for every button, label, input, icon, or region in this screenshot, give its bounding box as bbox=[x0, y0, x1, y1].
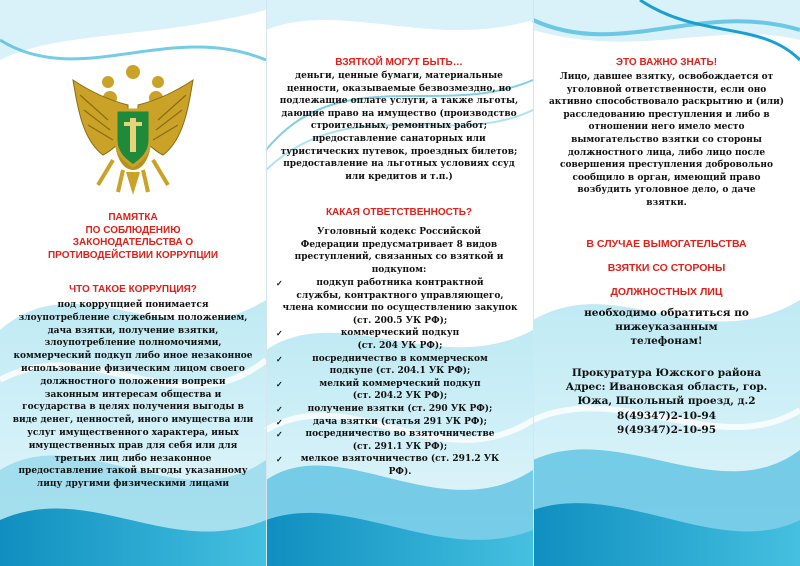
definition-line: должностного положения вопреки bbox=[40, 376, 226, 387]
bribe-line: подлежащие оплате услуги, а также льготы, bbox=[279, 96, 519, 107]
extortion-line: В СЛУЧАЕ ВЫМОГАТЕЛЬСТВА bbox=[586, 238, 747, 250]
phone-number: 9(49347)2-10-95 bbox=[616, 423, 717, 436]
definition-line: виде денег, ценностей, иного имущества или bbox=[12, 415, 254, 426]
bribe-line: или кредитов и т.п.) bbox=[345, 171, 453, 182]
crime-line: службы, контрактного управляющего, bbox=[296, 290, 504, 301]
important-line: отношении него имело место bbox=[588, 122, 745, 133]
definition-line: использование физическим лицом своего bbox=[21, 363, 245, 374]
bribe-line: строительных, ремонтных работ; bbox=[310, 121, 488, 132]
bribe-line: деньги, ценные бумаги, материальные bbox=[295, 71, 503, 81]
definition-line: лицу другими физическими лицами bbox=[36, 479, 230, 490]
check-icon: ✓ bbox=[276, 416, 283, 427]
responsibility-heading: КАКАЯ ОТВЕТСТВЕННОСТЬ? bbox=[325, 207, 473, 218]
bribe-line: предоставление санаторных или bbox=[312, 133, 486, 144]
check-icon: ✓ bbox=[276, 454, 283, 465]
definition-line: предоставление такой выгоды указанному bbox=[18, 466, 248, 477]
check-icon: ✓ bbox=[276, 429, 283, 440]
check-icon: ✓ bbox=[276, 378, 283, 389]
important-line: взятки. bbox=[646, 197, 687, 208]
crime-item bbox=[276, 277, 520, 327]
responsibility-intro bbox=[276, 226, 522, 276]
intro-line: преступлений, связанных со взяткой и bbox=[294, 252, 504, 263]
extortion-heading bbox=[543, 232, 790, 304]
important-line: возбудить уголовное дело, о даче bbox=[577, 185, 756, 196]
crime-line: подкупе (ст. 204.1 УК РФ); bbox=[329, 366, 471, 377]
memo-title-line: ПАМЯТКА bbox=[108, 212, 158, 223]
crime-line: (ст. 204.2 УК РФ); bbox=[352, 391, 448, 402]
corruption-definition bbox=[4, 299, 262, 491]
definition-line: государства в целях получения выгоды в bbox=[22, 402, 244, 413]
crime-line: коммерческий подкуп bbox=[340, 328, 460, 339]
phone-number: 8(49347)2-10-94 bbox=[616, 409, 717, 422]
office-address-line: Южа, Школьный проезд, д.2 bbox=[577, 395, 756, 408]
important-line: уголовной ответственности, если оно bbox=[566, 84, 767, 95]
contact-instruction bbox=[543, 306, 790, 348]
crime-line: члена комиссии по осуществлению закупок bbox=[282, 303, 518, 314]
contact-line: необходимо обратиться по bbox=[584, 307, 749, 319]
important-text bbox=[539, 71, 794, 210]
crime-line: РФ). bbox=[388, 466, 412, 477]
crime-line: посредничество в коммерческом bbox=[312, 353, 488, 364]
definition-line: имущественных прав для себя или для bbox=[28, 440, 238, 451]
crime-item bbox=[276, 416, 520, 429]
prosecutor-office-info bbox=[541, 366, 792, 437]
crime-line: (ст. 291.1 УК РФ); bbox=[352, 441, 448, 452]
bribe-line: дающие право на имущество (производство bbox=[281, 108, 517, 119]
crime-list bbox=[276, 277, 520, 479]
definition-line: третьих лиц либо незаконное bbox=[54, 453, 212, 464]
bribe-heading: ВЗЯТКОЙ МОГУТ БЫТЬ… bbox=[335, 57, 463, 68]
crime-item bbox=[276, 327, 520, 352]
bribe-line: ценности, оказываемые безвозмездно, но bbox=[286, 83, 512, 94]
important-line: сообщило в орган, имеющий право bbox=[572, 172, 761, 183]
crime-line: посредничество во взяточничестве bbox=[305, 429, 495, 440]
important-line: расследованию преступления и либо в bbox=[563, 109, 770, 120]
important-line: Лицо, давшее взятку, освобождается от bbox=[559, 72, 774, 82]
check-icon: ✓ bbox=[276, 328, 283, 339]
memo-title-line: ЗАКОНОДАТЕЛЬСТВА О bbox=[72, 237, 194, 248]
crime-item bbox=[276, 453, 520, 478]
extortion-line: ДОЛЖНОСТНЫХ ЛИЦ bbox=[610, 286, 723, 298]
important-line: должностного лица, либо лицо после bbox=[567, 147, 766, 158]
question-heading: ЧТО ТАКОЕ КОРРУПЦИЯ? bbox=[69, 284, 197, 295]
memo-title-line: ПО СОБЛЮДЕНИЮ bbox=[85, 224, 181, 236]
bribe-line: туристических путевок, проездных билетов; bbox=[280, 146, 518, 157]
memo-title bbox=[20, 212, 246, 262]
office-name: Прокуратура Южского района bbox=[571, 367, 762, 379]
panel-right bbox=[533, 0, 800, 566]
intro-line: подкупом: bbox=[371, 264, 427, 275]
crime-item bbox=[276, 403, 520, 416]
crime-line: подкуп работника контрактной bbox=[316, 278, 484, 288]
important-line: совершения преступления добровольно bbox=[560, 160, 773, 171]
intro-line: Уголовный кодекс Российской bbox=[317, 227, 481, 237]
crime-item bbox=[276, 353, 520, 378]
check-icon: ✓ bbox=[276, 403, 283, 414]
definition-line: злоупотребление полномочиями, bbox=[44, 338, 222, 349]
important-line: вымогательство взятки со стороны bbox=[571, 134, 762, 145]
crime-line: получение взятки (ст. 290 УК РФ); bbox=[307, 403, 493, 414]
definition-line: дача взятки, получение взятки, bbox=[47, 325, 219, 336]
important-line: активно способствовало раскрытию и (или) bbox=[548, 97, 785, 108]
panel-middle bbox=[266, 0, 532, 566]
definition-line: коммерческий подкуп либо иное незаконное bbox=[13, 351, 253, 362]
panel-left bbox=[0, 0, 266, 566]
office-address-line: Адрес: Ивановская область, гор. bbox=[565, 381, 768, 394]
memo-title-line: ПРОТИВОДЕЙСТВИИ КОРРУПЦИИ bbox=[47, 249, 219, 261]
crime-item bbox=[276, 378, 520, 403]
intro-line: Федерации предусматривает 8 видов bbox=[300, 239, 498, 250]
contact-line: телефонам! bbox=[630, 335, 703, 347]
definition-line: под коррупцией понимается bbox=[57, 300, 209, 310]
bribe-line: предоставление на льготных условиях ссуд bbox=[283, 159, 515, 170]
check-icon: ✓ bbox=[276, 278, 283, 288]
check-icon: ✓ bbox=[276, 353, 283, 364]
crime-line: мелкое взяточничество (ст. 291.2 УК bbox=[300, 454, 500, 465]
important-heading: ЭТО ВАЖНО ЗНАТЬ! bbox=[615, 57, 718, 68]
extortion-line: ВЗЯТКИ СО СТОРОНЫ bbox=[607, 262, 726, 274]
crime-line: мелкий коммерческий подкуп bbox=[319, 378, 481, 389]
crime-line: (ст. 200.5 УК РФ); bbox=[352, 315, 448, 326]
crime-item bbox=[276, 428, 520, 453]
definition-line: услуг имущественного характера, иных bbox=[27, 427, 239, 438]
contact-line: нижеуказанным bbox=[615, 321, 718, 333]
crime-line: (ст. 204 УК РФ); bbox=[357, 340, 443, 351]
definition-line: законным интересам общества и bbox=[44, 389, 222, 400]
bribe-description bbox=[270, 70, 528, 183]
crime-line: дача взятки (статья 291 УК РФ); bbox=[313, 416, 487, 427]
definition-line: злоупотребление служебным положением, bbox=[18, 312, 248, 323]
double-headed-eagle-emblem bbox=[68, 60, 198, 200]
